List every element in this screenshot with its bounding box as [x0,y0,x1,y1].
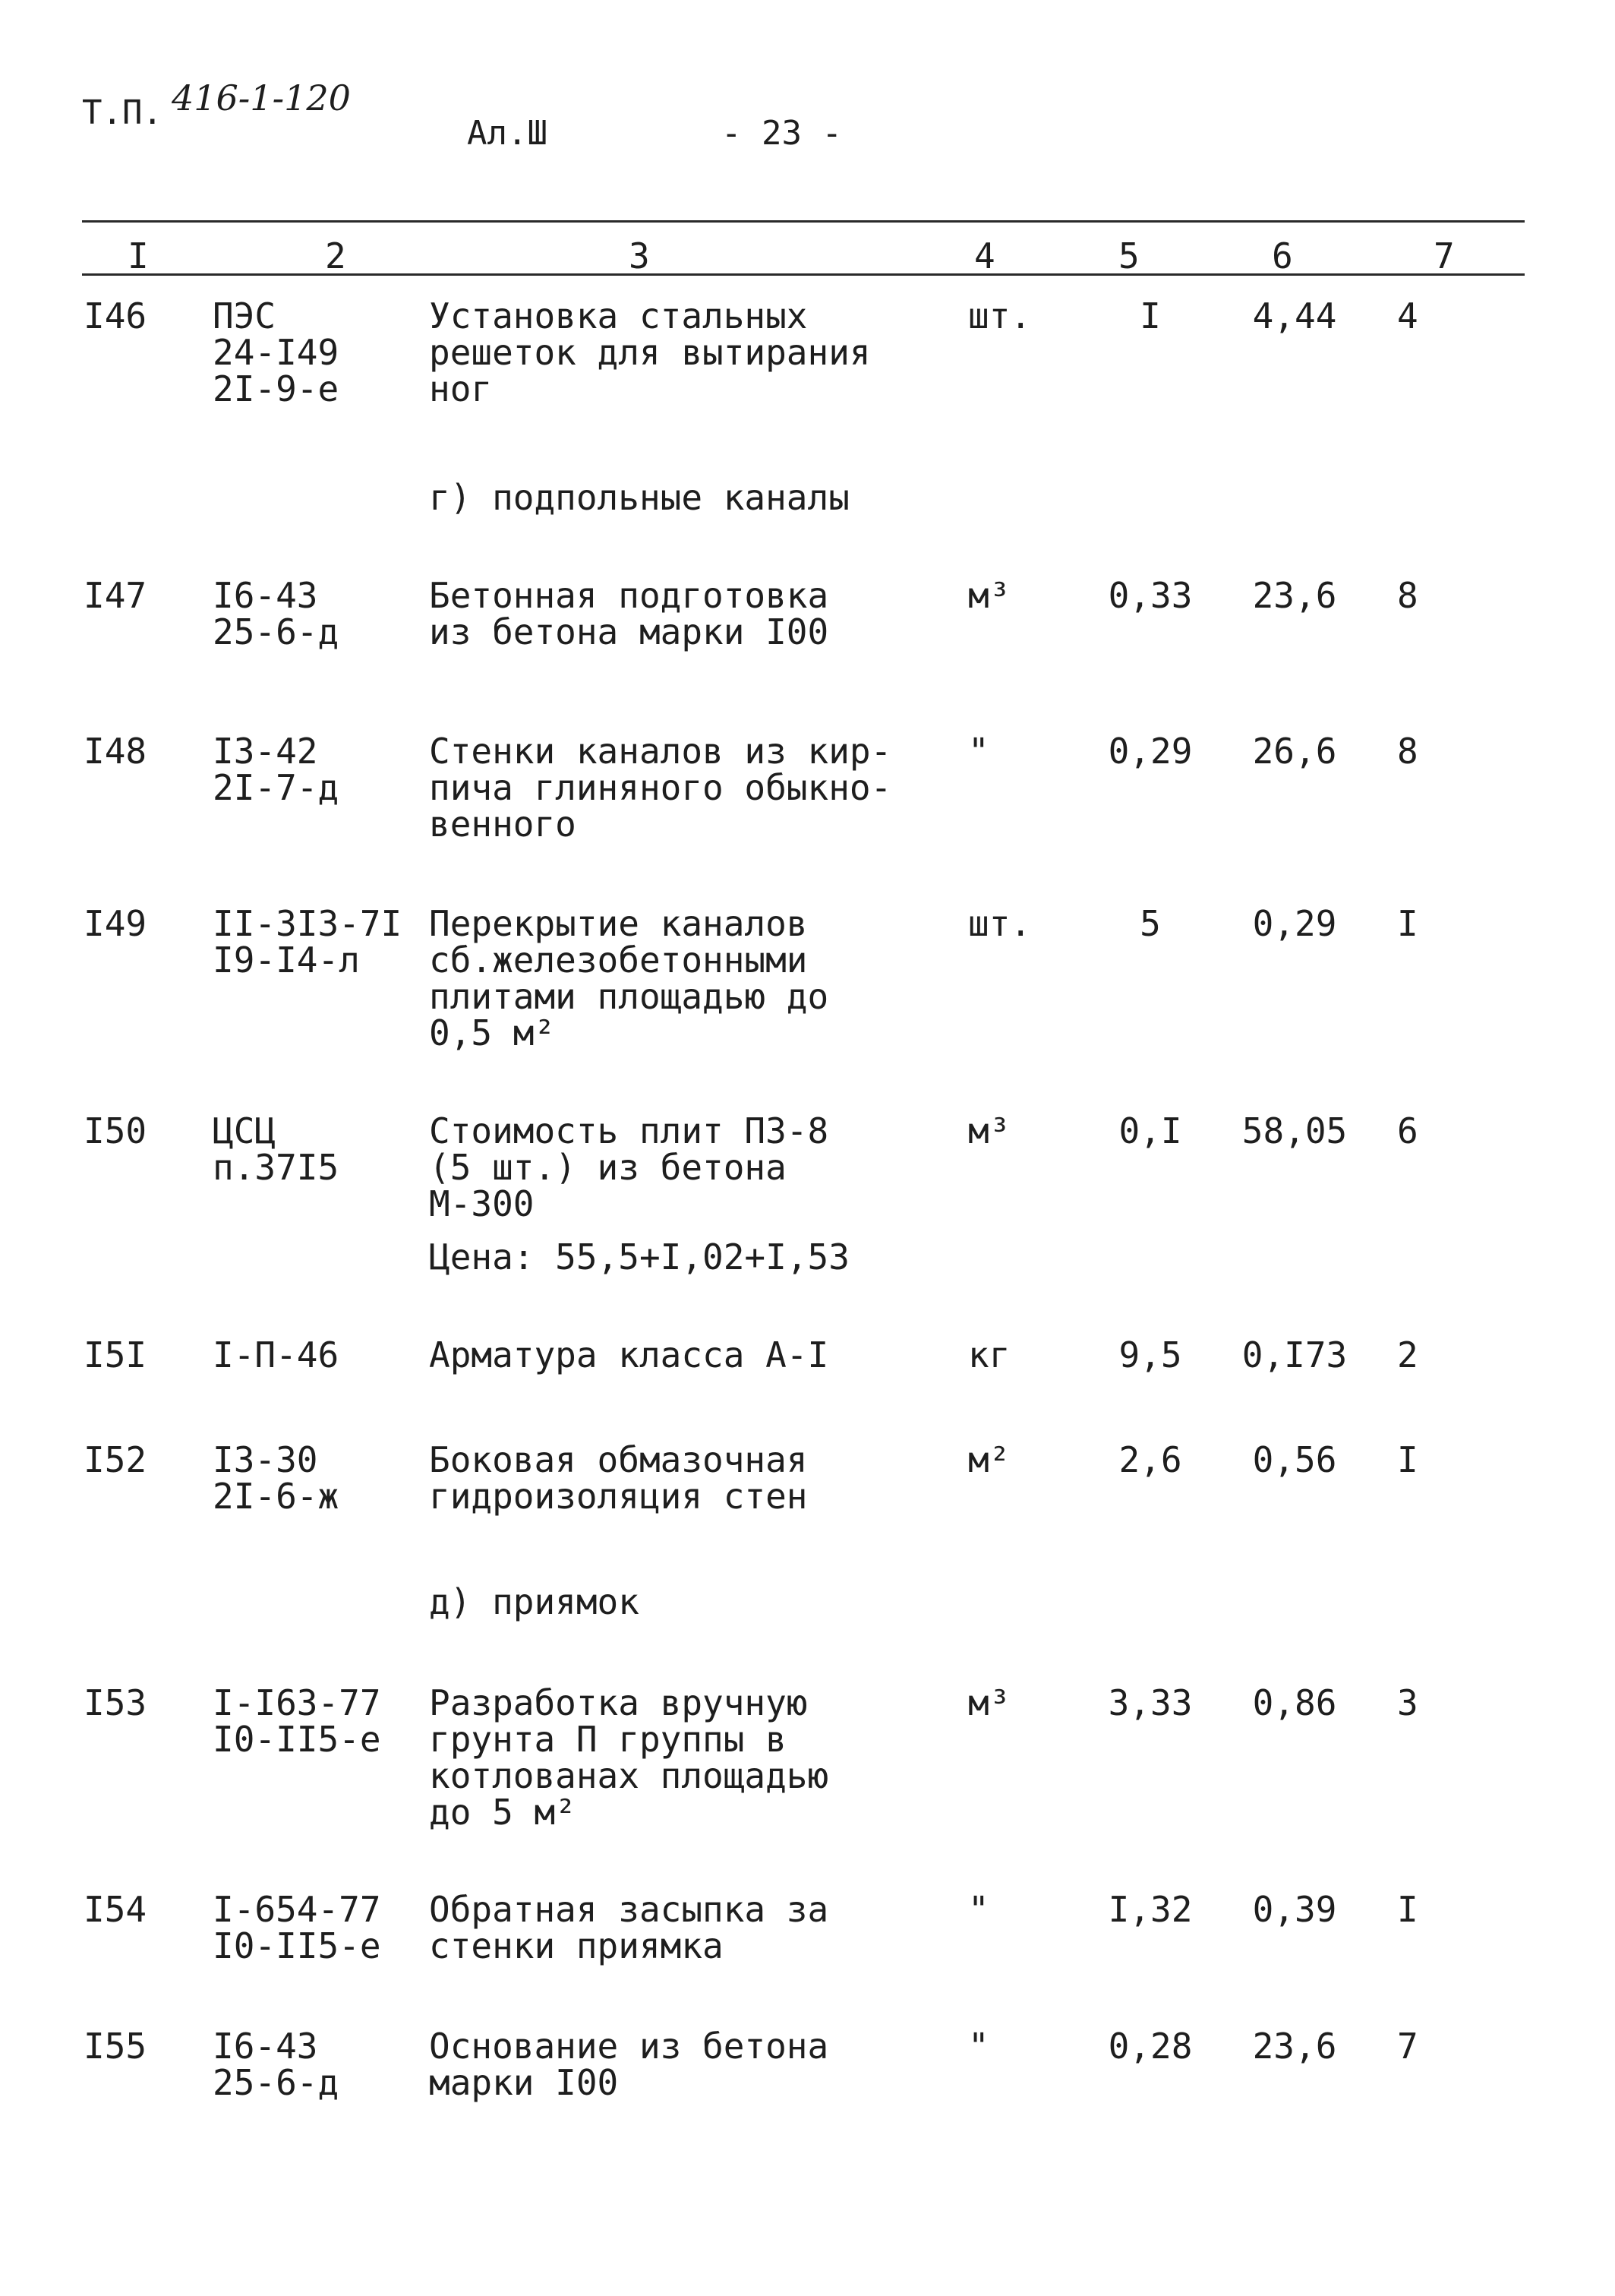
total: 6 [1397,1110,1418,1151]
norm-code: ЦСЦ п.37I5 [213,1110,339,1188]
total: I [1397,1439,1418,1480]
column-header: 3 [629,235,650,276]
unit: м² [968,1439,1011,1480]
column-header: 7 [1434,235,1455,276]
unit-price: 0,I73 [1241,1334,1348,1375]
quantity: 0,33 [1108,575,1193,616]
unit: шт. [968,903,1032,944]
norm-code: I-П-46 [213,1334,339,1375]
work-description: Арматура класса А-I [429,1334,829,1375]
norm-code: I3-30 2I-6-ж [213,1439,339,1517]
norm-code: II-3I3-7I I9-I4-л [213,903,402,981]
quantity: 3,33 [1108,1682,1193,1723]
row-number: I54 [84,1889,147,1930]
quantity: 9,5 [1118,1334,1182,1375]
unit-price: 4,44 [1252,295,1337,336]
work-description: Бетонная подготовка из бетона марки I00 [429,575,829,652]
page-number: - 23 - [721,114,842,153]
column-header: 5 [1118,235,1140,276]
unit-price: 26,6 [1252,731,1337,772]
row-number: I46 [84,295,147,336]
row-number: I50 [84,1110,147,1151]
quantity: I,32 [1108,1889,1193,1930]
unit: м³ [968,1682,1011,1723]
unit-price: 58,05 [1241,1110,1348,1151]
work-description: Основание из бетона марки I00 [429,2026,829,2103]
norm-code: I6-43 25-6-д [213,575,339,652]
section-heading: г) подпольные каналы [429,477,850,518]
row-number: I55 [84,2026,147,2067]
unit: " [968,731,989,772]
norm-code: I6-43 25-6-д [213,2026,339,2103]
work-description: Разработка вручную грунта П группы в котлованах площадью до 5 м² [429,1682,829,1833]
row-number: I53 [84,1682,147,1723]
row-number: I48 [84,731,147,772]
quantity: 0,28 [1108,2026,1193,2067]
work-description: Стенки каналов из кир- пича глиняного обыкно- венного [429,731,892,845]
album-label: Ал.Ш [467,114,547,153]
row-number: I5I [84,1334,147,1375]
row-number: I49 [84,903,147,944]
quantity: 0,I [1118,1110,1182,1151]
norm-code: I-I63-77 I0-II5-е [213,1682,381,1760]
column-header: 4 [974,235,995,276]
unit-price: 23,6 [1252,2026,1337,2067]
total: I [1397,903,1418,944]
unit: кг [968,1334,1011,1375]
work-description: Установка стальных решеток для вытирания ног [429,295,871,409]
unit-price: 0,39 [1252,1889,1337,1930]
unit: " [968,2026,989,2067]
column-header-row [82,235,1525,275]
unit-price: 0,86 [1252,1682,1337,1723]
price-note: Цена: 55,5+I,02+I,53 [429,1236,850,1277]
document-code [82,77,351,132]
norm-code: I3-42 2I-7-д [213,731,339,808]
total: 4 [1397,295,1418,336]
table-top-rule [82,220,1525,223]
unit-price: 0,56 [1252,1439,1337,1480]
quantity: 2,6 [1118,1439,1182,1480]
doc-number-handwritten: 416-1-120 [171,77,351,118]
unit-price: 23,6 [1252,575,1337,616]
doc-prefix: Т.П. [82,93,162,132]
norm-code: ПЭС 24-I49 2I-9-е [213,295,339,409]
unit-price: 0,29 [1252,903,1337,944]
total: 8 [1397,575,1418,616]
quantity: I [1140,295,1161,336]
total: 7 [1397,2026,1418,2067]
work-description: Перекрытие каналов сб.железобетонными плитами площадью до 0,5 м² [429,903,829,1053]
total: I [1397,1889,1418,1930]
unit: м³ [968,575,1011,616]
total: 8 [1397,731,1418,772]
row-number: I47 [84,575,147,616]
total: 2 [1397,1334,1418,1375]
work-description: Стоимость плит ПЗ-8 (5 шт.) из бетона М-300 [429,1110,829,1224]
quantity: 5 [1140,903,1161,944]
work-description: Обратная засыпка за стенки приямка [429,1889,829,1966]
work-description: Боковая обмазочная гидроизоляция стен [429,1439,808,1517]
column-header: I [128,235,149,276]
unit: м³ [968,1110,1011,1151]
section-heading: д) приямок [429,1581,639,1622]
column-header: 2 [325,235,346,276]
unit: " [968,1889,989,1930]
quantity: 0,29 [1108,731,1193,772]
unit: шт. [968,295,1032,336]
table-header-rule [82,273,1525,276]
row-number: I52 [84,1439,147,1480]
total: 3 [1397,1682,1418,1723]
column-header: 6 [1272,235,1293,276]
norm-code: I-654-77 I0-II5-е [213,1889,381,1966]
